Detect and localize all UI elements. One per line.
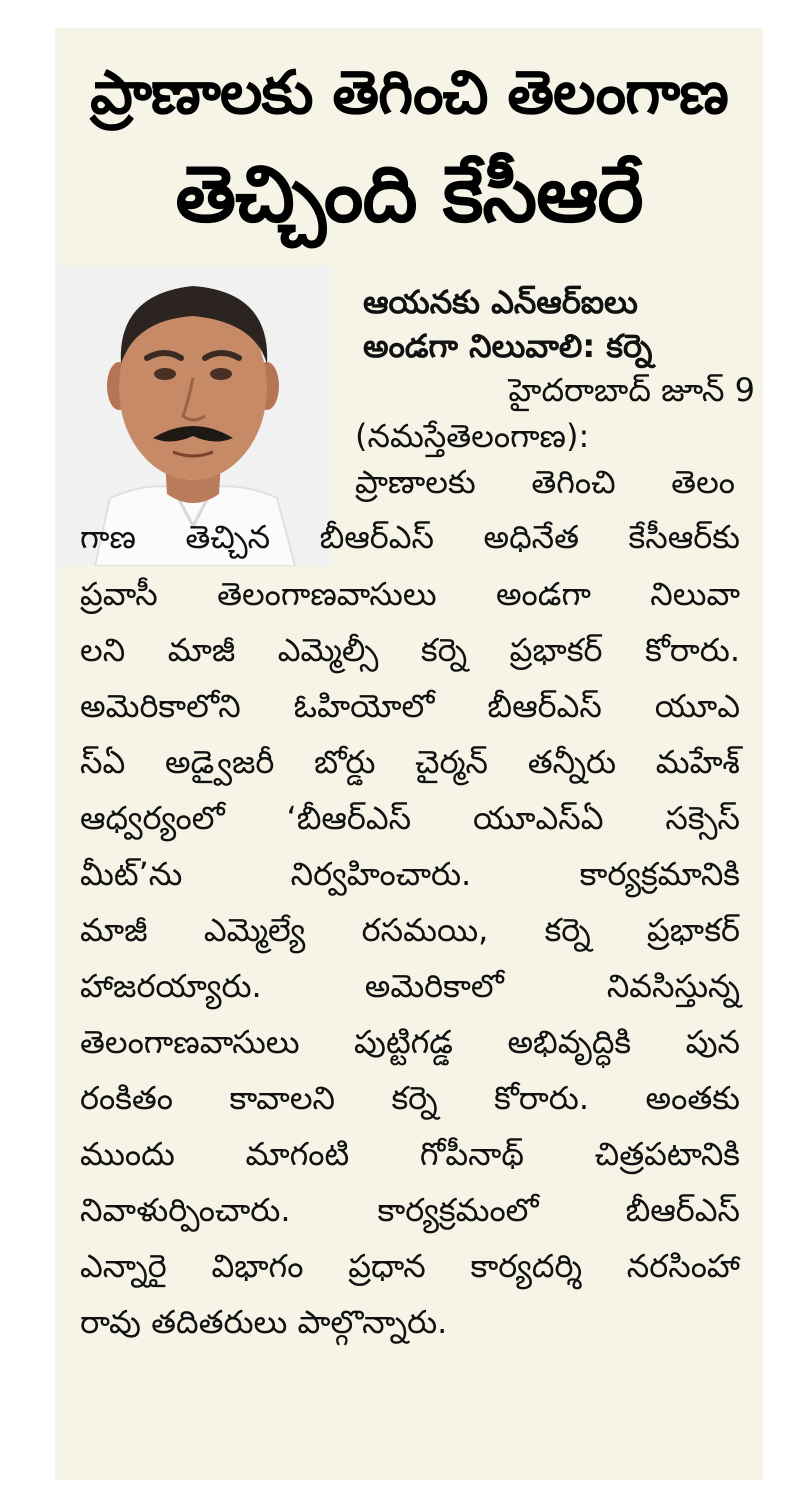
headline-line-2: తెచ్చింది కేసీఆరే [175,150,643,240]
body-line: మీట్’ను నిర్వహించారు. కార్యక్రమానికి [80,855,740,893]
body-line: మాజీ ఎమ్మెల్యే రసమయి, కర్నె ప్రభాకర్ [80,911,740,949]
body-line: ప్రాణాలకు తెగించి తెలం [355,463,735,501]
dateline-place: హైదరాబాద్ జూన్ 9 [508,371,755,409]
body-line: రావు తదితరులు పాల్గొన్నారు. [80,1303,448,1341]
body-line: గాణ తెచ్చిన బీఆర్ఎస్ అధినేత కేసీఆర్‌కు [80,518,740,556]
body-line: తెలంగాణవాసులు పుట్టిగడ్డ అభివృద్ధికి పున [80,1023,740,1061]
body-line: ఆధ్వర్యంలో ‘బీఆర్ఎస్ యూఎస్ఏ సక్సెస్ [80,799,740,837]
body-line: ముందు మాగంటి గోపీనాథ్ చిత్రపటానికి [80,1135,740,1173]
body-line: స్ఏ అడ్వైజరీ బోర్డు చైర్మన్ తన్నీరు మహేశ్ [80,743,740,781]
body-line: అమెరికాలోని ఓహియోలో బీఆర్ఎస్ యూఎ [80,687,740,725]
subheadline-line-2: అండగా నిలువాలి: కర్నె [363,327,653,365]
headline-line-1: ప్రాణాలకు తెగించి తెలంగాణ [90,58,728,128]
news-clipping [55,28,763,1480]
body-line: హాజరయ్యారు. అమెరికాలో నివసిస్తున్న [80,967,740,1005]
subheadline [363,280,755,368]
body-line: రంకితం కావాలని కర్నె కోరారు. అంతకు [80,1079,740,1117]
dateline-source: (నమస్తేతెలంగాణ): [355,417,590,455]
body-line: ఎన్నారై విభాగం ప్రధాన కార్యదర్శి నరసింహా [80,1247,740,1285]
subheadline-line-1: ఆయనకు ఎన్ఆర్ఐలు [363,283,638,321]
body-line: లని మాజీ ఎమ్మెల్సీ కర్నె ప్రభాకర్ కోరారు. [80,631,740,669]
body-line: నివాళుర్పించారు. కార్యక్రమంలో బీఆర్ఎస్ [80,1191,740,1229]
body-line: ప్రవాసీ తెలంగాణవాసులు అండగా నిలువా [80,575,740,613]
